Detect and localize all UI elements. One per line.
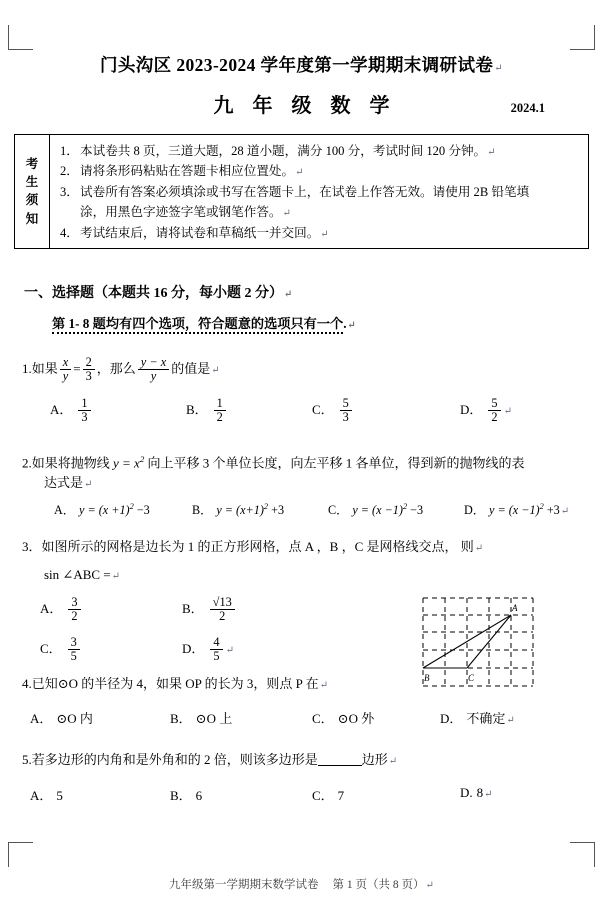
grid-figure-svg (415, 592, 541, 692)
footer-exam-name: 九年级第一学期期末数学试卷 (169, 879, 319, 891)
question-3-text-line1: 如图所示的网格是边长为 1 的正方形网格，点 A ，B ，C 是网格线交点， 则 (41, 539, 474, 555)
notice-item (60, 182, 580, 202)
option-label: B． (186, 401, 208, 417)
sine-expression: sin ∠ABC = (44, 566, 111, 582)
fraction-denominator: 3 (342, 409, 349, 424)
candidate-notice-box (14, 134, 589, 249)
exponent: 2 (263, 502, 269, 512)
grid-figure (415, 592, 541, 692)
notice-item-text: 试卷所有答案必须填涂或书写在答题卡上，在试卷上作答无效。请使用 2B 铅笔填 (80, 184, 530, 199)
answer-blank[interactable] (318, 765, 362, 766)
question-5-number: 5. (22, 751, 32, 767)
question-2-text-post: 向上平移 3 个单位长度，向左平移 1 各单位，得到新的抛物线的表 (147, 455, 525, 471)
question-5-text-pre: 若多边形的内角和是外角和的 2 倍，则该多边形是 (31, 751, 318, 767)
option-c[interactable] (312, 397, 354, 424)
section-subheading-period: . (343, 315, 347, 331)
notice-label-char-1: 考 (25, 157, 39, 172)
fraction-numerator: 2 (83, 356, 95, 370)
subtitle-row (0, 89, 603, 117)
option-d[interactable] (464, 501, 569, 518)
pilcrow-mark: ↵ (388, 755, 398, 767)
section-heading (24, 282, 603, 302)
option-label: A． (50, 401, 73, 417)
option-fraction (340, 397, 352, 424)
option-label: D． (460, 401, 483, 417)
pilcrow-mark: ↵ (84, 478, 93, 490)
option-label: D. (460, 785, 473, 801)
pilcrow-mark: ↵ (284, 288, 293, 300)
option-text: 不确定 (466, 710, 506, 726)
question-5-stem (22, 750, 603, 770)
fraction-denominator: 3 (85, 368, 92, 383)
sqrt-13: √13 (212, 595, 232, 610)
fraction-numerator: 3 (68, 596, 80, 610)
option-d[interactable] (182, 636, 234, 663)
question-1-stem-pre: 如果 (31, 360, 58, 376)
exponent: 2 (539, 502, 544, 512)
fraction-denominator: 5 (213, 649, 220, 664)
option-fraction (78, 397, 90, 424)
triangle-abc (423, 615, 511, 668)
fraction-numerator: 3 (68, 636, 80, 650)
exam-date: 2024.1 (510, 101, 545, 115)
question-1-stem (22, 356, 603, 383)
option-b[interactable] (186, 397, 228, 424)
option-b[interactable] (182, 596, 237, 623)
option-label: C． (328, 503, 349, 518)
question-4-options (22, 708, 603, 734)
option-fraction-sqrt13 (210, 596, 235, 623)
question-2-options (22, 501, 603, 525)
option-c[interactable] (328, 501, 423, 518)
question-2-number: 2. (22, 455, 32, 471)
question-1-stem-mid: ，那么 (96, 360, 136, 376)
option-expression: y = (x −1) (489, 503, 540, 518)
fraction-numerator: x (60, 356, 71, 370)
option-expression: y = (x −1) (352, 503, 403, 518)
notice-item (60, 161, 580, 181)
notice-label-char-2: 生 (25, 175, 39, 190)
option-a[interactable] (54, 501, 150, 518)
option-label: C． (312, 710, 334, 726)
notice-item-text (80, 202, 580, 222)
fraction-numerator: 4 (210, 636, 222, 650)
option-fraction (214, 397, 226, 424)
pilcrow-mark: ↵ (484, 789, 493, 801)
option-label: C． (312, 788, 334, 804)
option-a[interactable] (30, 785, 63, 804)
option-text: 5 (56, 788, 63, 804)
fraction-denominator: y (150, 368, 157, 383)
question-3-stem-line-2 (44, 565, 603, 585)
fraction-numerator: 1 (214, 397, 226, 411)
section-heading-text: 一、选择题（本题共 16 分，每小题 2 分） (24, 285, 283, 301)
pilcrow-mark: ↵ (295, 167, 304, 179)
question-2-text-pre: 如果将抛物线 (31, 455, 110, 471)
equals-sign: = (73, 360, 81, 376)
notice-label-char-4: 知 (25, 211, 39, 226)
question-5-options (22, 785, 603, 811)
option-a[interactable] (30, 708, 93, 727)
footer-page-number: 第 1 页（共 8 页） (332, 879, 425, 891)
fraction-denominator: 5 (70, 649, 77, 664)
option-text: ⊙O 外 (337, 710, 375, 726)
option-fraction (68, 596, 80, 623)
section-subheading (52, 313, 603, 332)
pilcrow-mark: ↵ (320, 228, 329, 240)
option-label: D． (182, 640, 205, 656)
option-label: A． (30, 710, 53, 726)
fraction-2-over-3 (83, 356, 95, 383)
fraction-numerator: 1 (78, 397, 90, 411)
notice-label-char-3: 须 (25, 193, 39, 208)
option-a[interactable] (50, 397, 93, 424)
question-2-stem-line-1 (22, 453, 603, 473)
question-5-text-post: 边形 (361, 751, 388, 767)
notice-item-number: 4． (60, 225, 79, 240)
notice-item (60, 141, 580, 161)
option-text: 7 (337, 788, 345, 804)
pilcrow-mark: ↵ (425, 880, 434, 891)
pilcrow-mark: ↵ (494, 63, 504, 74)
notice-item-text-value: 本试卷共 8 页，三道大题，28 道小题，满分 100 分，考试时间 120 分钟。 (80, 144, 487, 158)
page-footer (0, 876, 603, 892)
notice-item-text-value: 请将条形码粘贴在答题卡相应位置处。 (80, 164, 295, 179)
pilcrow-mark: ↵ (211, 364, 220, 376)
notice-item-text (80, 223, 580, 243)
question-3 (22, 537, 603, 584)
fraction-x-over-y (60, 356, 71, 383)
notice-item-number: 2． (60, 164, 79, 179)
pilcrow-mark: ↵ (319, 680, 329, 692)
vertex-label-c: C (468, 673, 475, 683)
question-2-text-line2: 达式是 (44, 474, 84, 490)
option-b[interactable] (170, 708, 232, 727)
question-1-options (22, 397, 603, 437)
fraction-numerator: 5 (488, 397, 500, 411)
pilcrow-mark: ↵ (111, 570, 121, 582)
option-c[interactable] (312, 785, 344, 804)
pilcrow-mark: ↵ (474, 543, 484, 555)
option-c[interactable] (312, 708, 374, 727)
fraction-denominator: 2 (491, 409, 498, 424)
notice-item (60, 223, 580, 243)
question-3-number: 3． (22, 539, 42, 555)
pilcrow-mark: ↵ (347, 319, 356, 331)
pilcrow-mark: ↵ (225, 644, 234, 656)
question-4-number: 4. (22, 676, 32, 692)
fraction-denominator: 2 (71, 609, 78, 624)
option-label: B． (192, 503, 213, 518)
option-label: A． (30, 788, 53, 804)
parabola-expression: y = x (113, 455, 140, 471)
pilcrow-mark: ↵ (560, 506, 570, 518)
vertex-label-a: A (512, 603, 518, 613)
option-expression: y = (x+1) (216, 503, 264, 518)
notice-label-vertical (15, 135, 50, 248)
page-title (0, 52, 603, 77)
option-expression: y = (x +1) (79, 503, 130, 518)
fraction-numerator: y − x (138, 356, 169, 370)
exponent: 2 (402, 502, 408, 512)
option-expression-tail: +3 (268, 503, 285, 518)
pilcrow-mark: ↵ (487, 147, 496, 158)
fraction-numerator: 5 (340, 397, 352, 411)
question-2 (22, 453, 603, 492)
option-label: B． (182, 600, 204, 616)
option-text: 8 (476, 785, 484, 801)
option-d[interactable] (460, 785, 493, 801)
question-1-number: 1. (22, 360, 32, 376)
option-label: A． (54, 503, 75, 518)
notice-item-text (80, 161, 580, 181)
option-label: B． (170, 710, 192, 726)
section-subheading-text: 第 1- 8 题均有四个选项，符合题意的选项只有一个 (52, 316, 343, 334)
pilcrow-mark: ↵ (506, 714, 515, 726)
pilcrow-mark: ↵ (503, 405, 512, 417)
fraction-numerator (210, 596, 235, 610)
option-a[interactable] (40, 596, 83, 623)
question-1-stem-post: 的值是 (171, 360, 211, 376)
exponent: 2 (129, 502, 134, 512)
option-expression-tail: −3 (133, 503, 150, 518)
notice-item-number: 3． (60, 184, 79, 199)
question-4-text: 已知⊙O 的半径为 4，如果 OP 的长为 3，则点 P 在 (31, 676, 319, 692)
notice-item-text (80, 141, 580, 161)
notice-item-text-value: 考试结束后，请将试卷和草稿纸一并交回。 (80, 225, 320, 240)
pilcrow-mark: ↵ (282, 208, 291, 220)
fraction-denominator: 2 (219, 609, 226, 624)
option-d[interactable] (440, 708, 515, 727)
option-fraction (210, 636, 222, 663)
fraction-denominator: y (62, 368, 69, 383)
option-label: A． (40, 600, 63, 616)
option-label: D． (440, 710, 463, 726)
option-b[interactable] (170, 785, 202, 804)
question-5 (22, 750, 603, 770)
option-label: C． (40, 640, 62, 656)
fraction-y-minus-x-over-y (138, 356, 169, 383)
option-label: B． (170, 788, 192, 804)
option-fraction (68, 636, 80, 663)
option-label: C． (312, 401, 334, 417)
vertex-label-b: B (424, 673, 430, 683)
question-2-stem-line-2 (44, 473, 603, 493)
option-text: 6 (195, 788, 203, 804)
notice-body (50, 135, 588, 248)
subject-title: 九 年 级 数 学 (213, 95, 397, 117)
question-1 (22, 356, 603, 383)
option-expression-tail: −3 (407, 503, 424, 518)
page-title-text: 门头沟区 2023-2024 学年度第一学期期末调研试卷 (99, 55, 494, 75)
option-c[interactable] (40, 636, 82, 663)
crop-mark-bottom-left (8, 842, 33, 867)
option-d[interactable] (460, 397, 512, 424)
option-b[interactable] (192, 501, 284, 518)
notice-item-number: 1． (60, 144, 79, 158)
option-label: D． (464, 503, 485, 518)
option-text: ⊙O 上 (195, 710, 233, 726)
fraction-denominator: 2 (216, 409, 223, 424)
option-text: ⊙O 内 (56, 710, 93, 726)
option-expression-tail: +3 (543, 503, 560, 518)
notice-item (60, 202, 580, 222)
fraction-denominator: 3 (81, 409, 88, 424)
exponent: 2 (139, 453, 145, 464)
notice-item-text-value: 涂，用黑色字迹签字笔或钢笔作答。 (80, 205, 282, 220)
crop-mark-bottom-right (570, 842, 595, 867)
option-fraction (488, 397, 500, 424)
question-3-stem-line-1 (22, 537, 603, 557)
